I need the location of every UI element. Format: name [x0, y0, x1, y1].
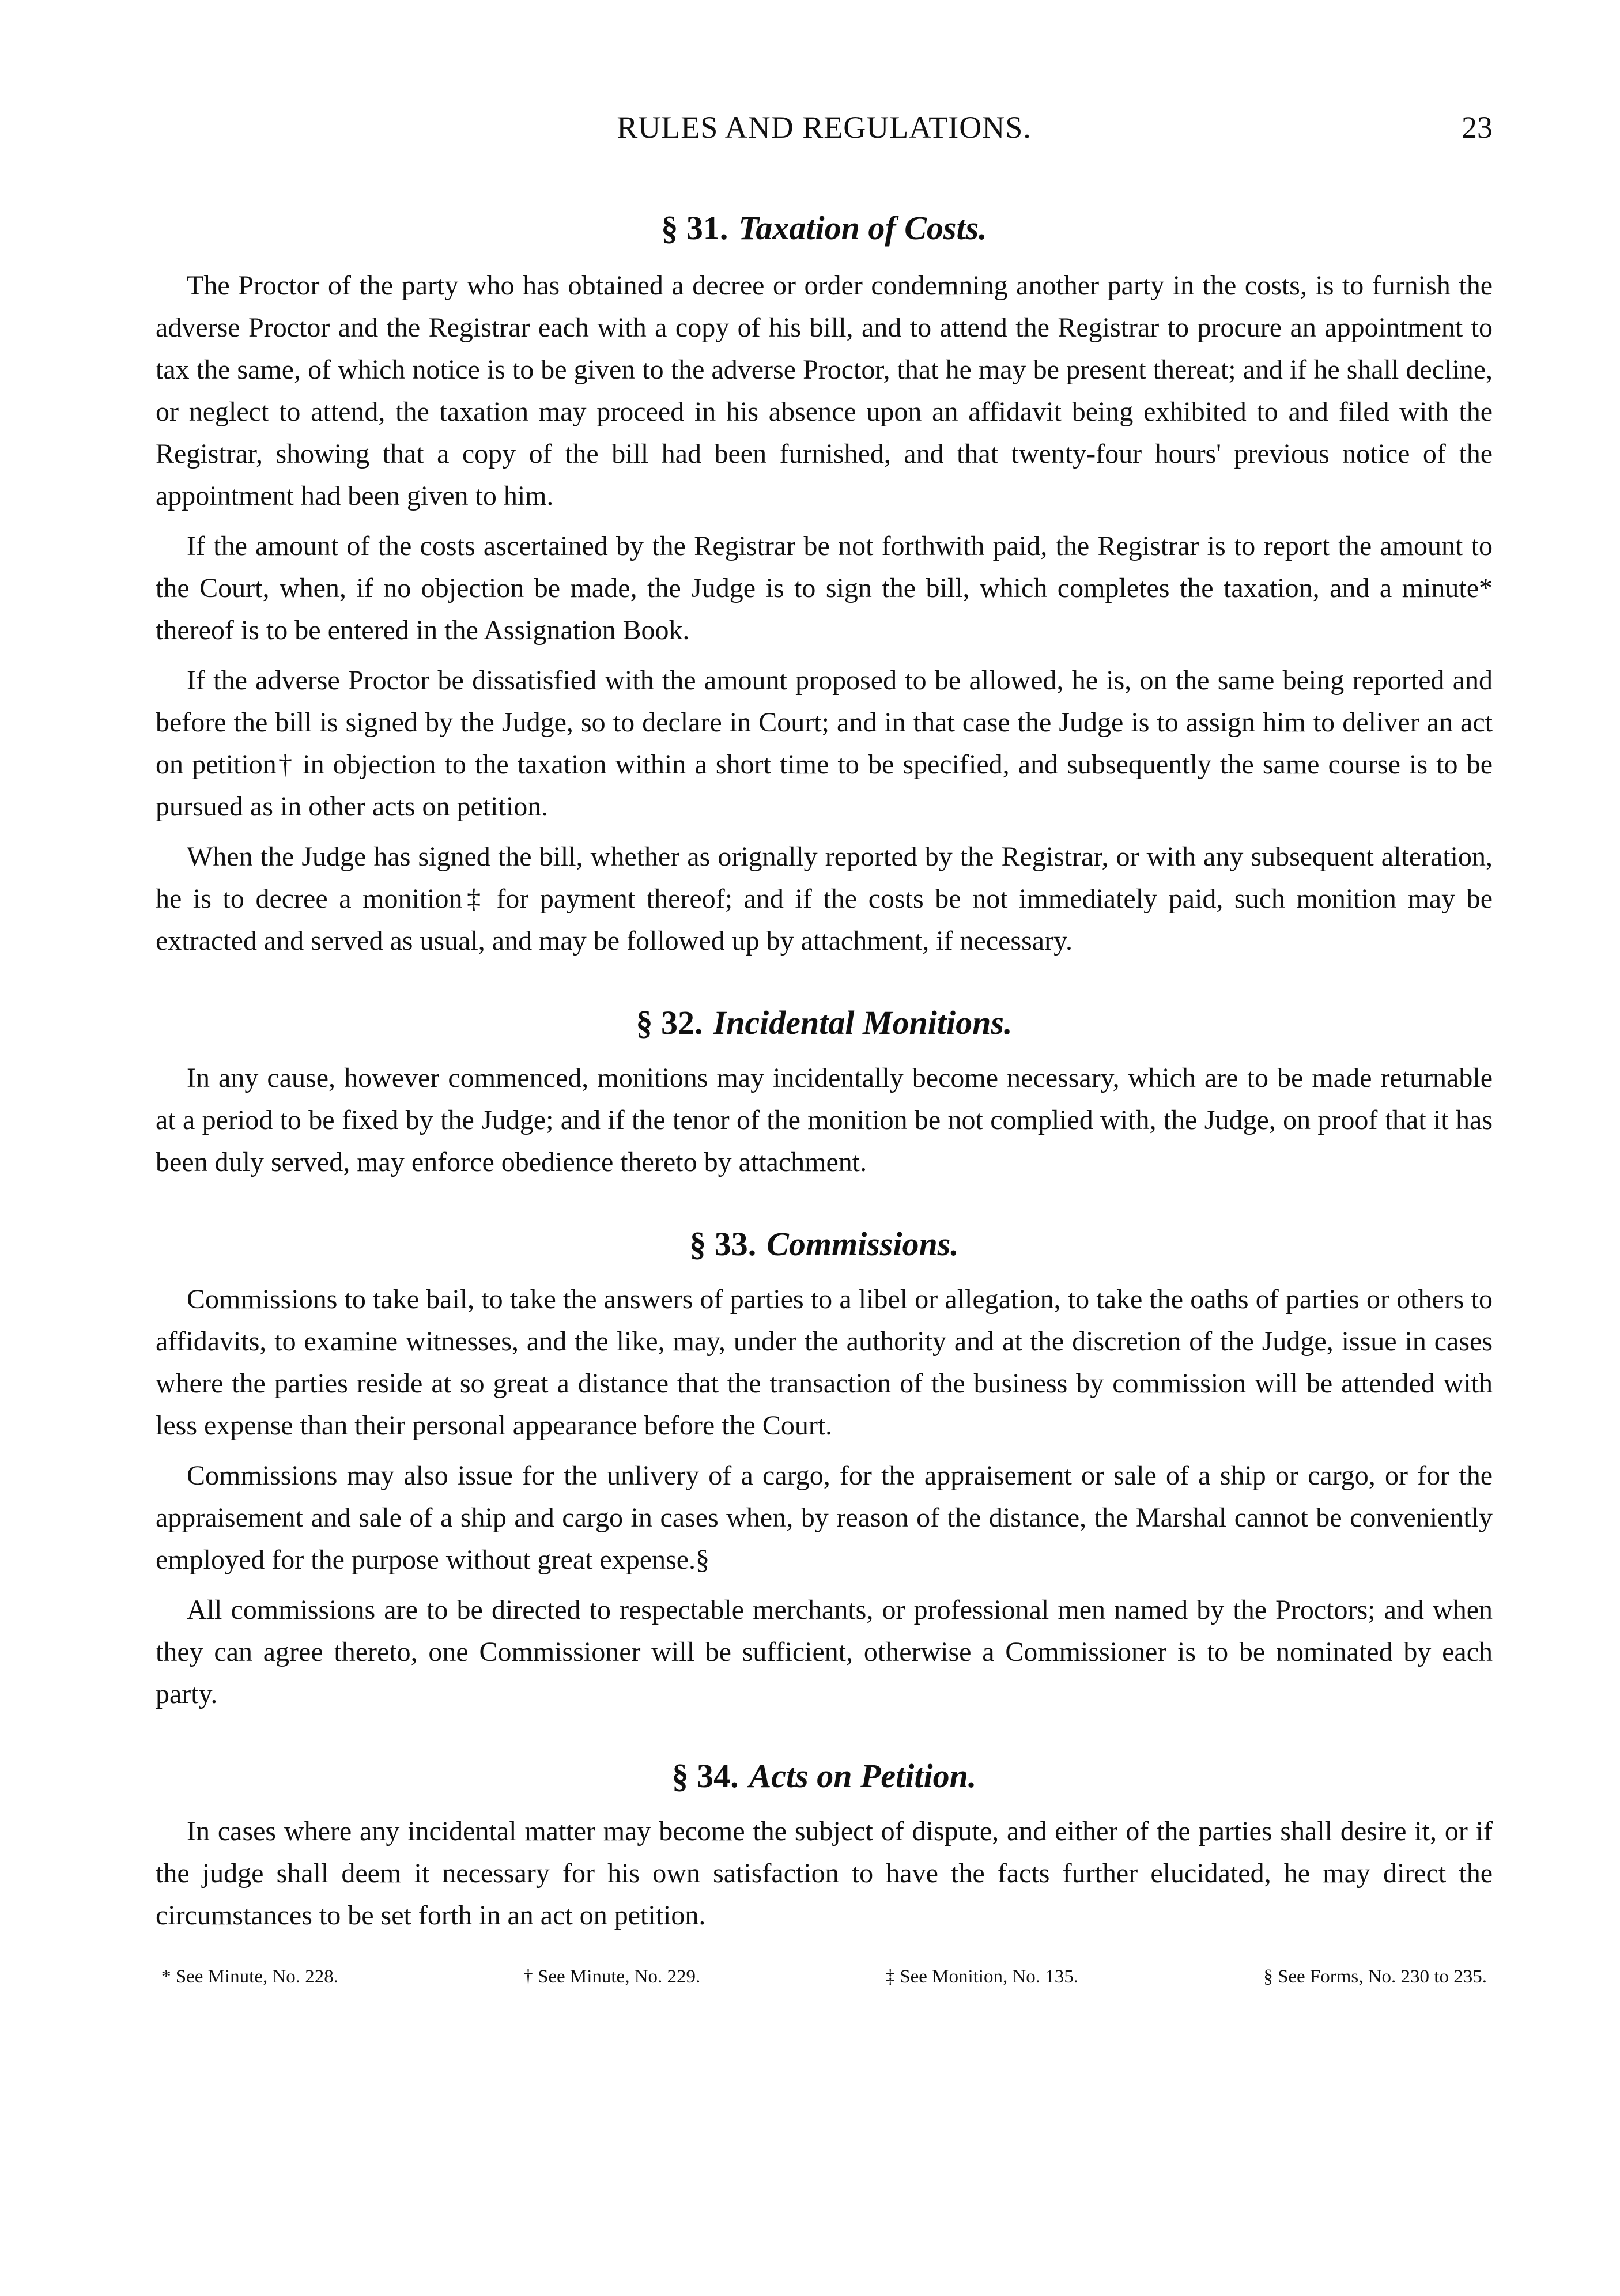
section-number: § 32.: [636, 1004, 703, 1041]
paragraph: The Proctor of the party who has obtained a decree or order condemning another party in the costs, is to furnish the adverse Proctor and the Registrar each with a copy of his bill, and to attend the Registrar to procure an appointment to tax the same, of which notice is to be given to the adverse Proctor, that he may be present thereat; and if he shall decline, or neglect to attend, the taxation may proceed in his absence upon an affidavit being exhibited to and filed with the Registrar, showing that a copy of the bill had been furnished, and that twenty-four hours' previous notice of the appointment had been given to him.: [156, 270, 1493, 511]
section-title: Incidental Monitions.: [713, 1004, 1013, 1041]
running-head: [156, 109, 1493, 156]
section-title: Commissions.: [766, 1225, 959, 1263]
page-number: 23: [1462, 110, 1493, 145]
paragraph: Commissions to take bail, to take the answers of parties to a libel or allegation, to take the oaths of parties or others to affidavits, to examine witnesses, and the like, may, under the authority and at the discretion of the Judge, issue in cases where the parties reside at so great a distance that the transaction of the business by commission will be attended with less expense than their personal appearance before the Court.: [156, 1284, 1493, 1441]
paragraph: If the adverse Proctor be dissatisfied with the amount proposed to be allowed, he is, on the same being reported and before the bill is signed by the Judge, so to declare in Court; and in that case the Judge is to assign him to deliver an act on petition† in objection to the taxation within a short time to be specified, and subsequently the same course is to be pursued as in other acts on petition.: [156, 665, 1493, 822]
footnote: ‡ See Monition, No. 135.: [885, 1966, 1079, 1987]
section-heading-31: [156, 209, 1493, 247]
paragraph: If the amount of the costs ascertained by the Registrar be not forthwith paid, the Registrar is to report the amount to the Court, when, if no objection be made, the Judge is to sign the bill, which completes the taxation, and a minute* thereof is to be entered in the Assignation Book.: [156, 531, 1493, 645]
paragraph: In any cause, however commenced, monitions may incidentally become necessary, which are to be made returnable at a period to be fixed by the Judge; and if the tenor of the monition be not complied with, the Judge, on proof that it has been duly served, may enforce obedience thereto by attachment.: [156, 1063, 1493, 1177]
footnotes: [156, 1966, 1493, 1988]
section-number: § 31.: [661, 209, 728, 247]
page: [156, 109, 1493, 1988]
paragraph: All commissions are to be directed to respectable merchants, or professional men named by the Proctors; and when they can agree thereto, one Commissioner will be sufficient, otherwise a Commissioner is to be nominated by each party.: [156, 1595, 1493, 1709]
section-title: Taxation of Costs.: [738, 209, 987, 247]
footnote: † See Minute, No. 229.: [523, 1966, 701, 1987]
paragraph: When the Judge has signed the bill, whether as orignally reported by the Registrar, or with any subsequent alteration, he is to decree a monition‡ for payment thereof; and if the costs be not immediately paid, such monition may be extracted and served as usual, and may be followed up by attachment, if necessary.: [156, 841, 1493, 956]
section-title: Acts on Petition.: [749, 1757, 977, 1795]
section-heading-32: [156, 1003, 1493, 1042]
section-number: § 34.: [671, 1757, 739, 1795]
section-heading-33: [156, 1225, 1493, 1263]
paragraph: In cases where any incidental matter may become the subject of dispute, and either of the parties shall desire it, or if the judge shall deem it necessary for his own satisfaction to have the facts further elucidated, he may direct the circumstances to be set forth in an act on petition.: [156, 1816, 1493, 1931]
footnote: * See Minute, No. 228.: [161, 1966, 339, 1987]
footnote: § See Forms, No. 230 to 235.: [1263, 1966, 1487, 1987]
paragraph: Commissions may also issue for the unlivery of a cargo, for the appraisement or sale of a ship or cargo, or for the appraisement and sale of a ship and cargo in cases when, by reason of the distance, the Marshal cannot be conveniently employed for the purpose without great expense.§: [156, 1460, 1493, 1575]
running-title: RULES AND REGULATIONS.: [617, 110, 1032, 145]
section-heading-34: [156, 1757, 1493, 1795]
section-number: § 33.: [689, 1225, 757, 1263]
